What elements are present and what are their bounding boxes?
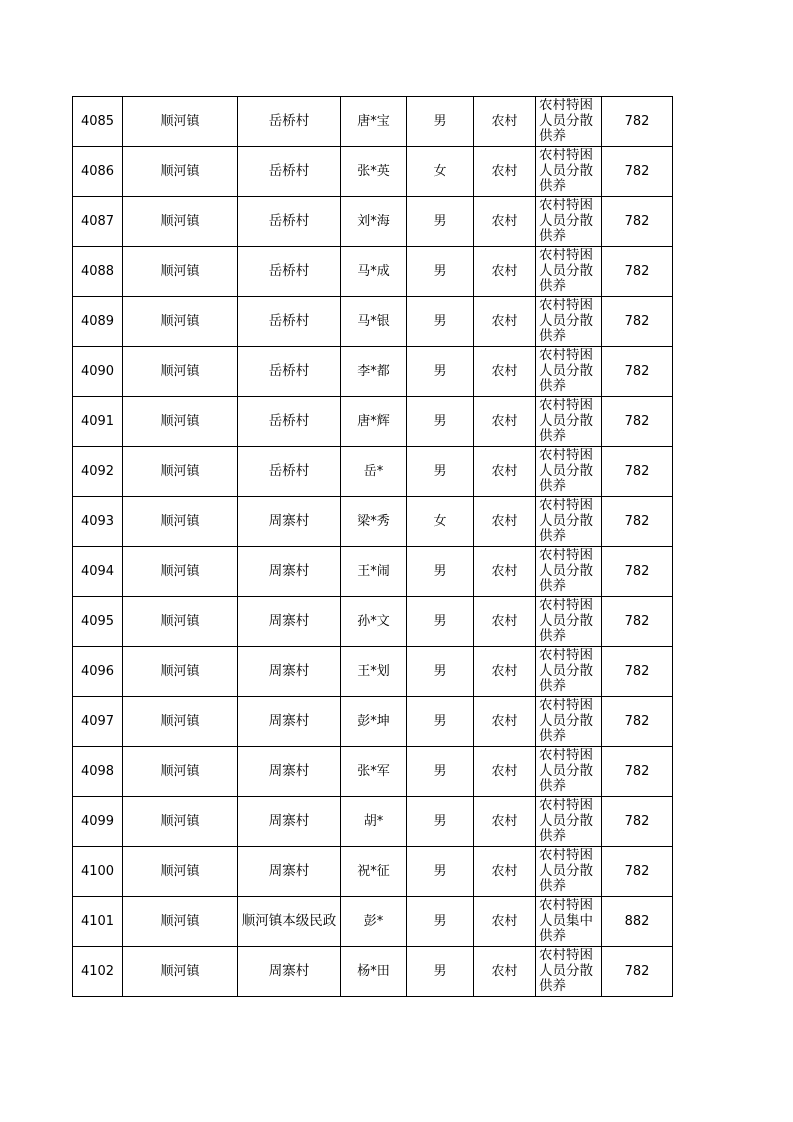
cell-area: 农村 xyxy=(474,297,536,347)
table-row xyxy=(73,647,673,697)
cell-village xyxy=(238,647,341,697)
cell-id: 4100 xyxy=(73,847,123,897)
cell-gender: 男 xyxy=(407,747,474,797)
cell-area: 农村 xyxy=(474,497,536,547)
cell-category xyxy=(536,497,602,547)
cell-category-text: 农村特困人员分散供养 xyxy=(539,248,593,294)
cell-category-text: 农村特困人员分散供养 xyxy=(539,448,593,494)
cell-town: 顺河镇 xyxy=(123,297,238,347)
cell-village-text: 周寨村 xyxy=(268,513,310,529)
cell-town: 顺河镇 xyxy=(123,397,238,447)
cell-category xyxy=(536,547,602,597)
cell-id: 4085 xyxy=(73,97,123,147)
cell-village-text: 岳桥村 xyxy=(268,413,310,429)
cell-category xyxy=(536,597,602,647)
cell-category-text: 农村特困人员分散供养 xyxy=(539,798,593,844)
cell-name: 马*银 xyxy=(341,297,407,347)
cell-area: 农村 xyxy=(474,347,536,397)
cell-id: 4092 xyxy=(73,447,123,497)
cell-id: 4098 xyxy=(73,747,123,797)
cell-id: 4091 xyxy=(73,397,123,447)
cell-id: 4086 xyxy=(73,147,123,197)
cell-name: 马*成 xyxy=(341,247,407,297)
table-row xyxy=(73,747,673,797)
cell-village-text: 岳桥村 xyxy=(268,313,310,329)
cell-village-text: 周寨村 xyxy=(268,963,310,979)
cell-amount: 782 xyxy=(602,197,673,247)
cell-amount: 782 xyxy=(602,97,673,147)
cell-town: 顺河镇 xyxy=(123,597,238,647)
table-row xyxy=(73,297,673,347)
cell-category-text: 农村特困人员分散供养 xyxy=(539,498,593,544)
cell-name: 刘*海 xyxy=(341,197,407,247)
cell-name: 彭* xyxy=(341,897,407,947)
cell-village xyxy=(238,547,341,597)
cell-village xyxy=(238,147,341,197)
cell-village-text: 岳桥村 xyxy=(268,463,310,479)
cell-village-text: 周寨村 xyxy=(268,663,310,679)
cell-category-text: 农村特困人员分散供养 xyxy=(539,348,593,394)
cell-category-text: 农村特困人员分散供养 xyxy=(539,748,593,794)
table-row xyxy=(73,397,673,447)
cell-amount: 782 xyxy=(602,947,673,997)
cell-area: 农村 xyxy=(474,747,536,797)
cell-id: 4090 xyxy=(73,347,123,397)
cell-category xyxy=(536,297,602,347)
cell-amount: 782 xyxy=(602,347,673,397)
cell-category-text: 农村特困人员集中供养 xyxy=(539,898,593,944)
cell-town: 顺河镇 xyxy=(123,497,238,547)
cell-name: 杨*田 xyxy=(341,947,407,997)
cell-gender: 女 xyxy=(407,147,474,197)
cell-village xyxy=(238,297,341,347)
cell-town: 顺河镇 xyxy=(123,147,238,197)
cell-id: 4087 xyxy=(73,197,123,247)
cell-category xyxy=(536,847,602,897)
cell-category-text: 农村特困人员分散供养 xyxy=(539,948,593,994)
cell-name: 彭*坤 xyxy=(341,697,407,747)
table-row xyxy=(73,247,673,297)
cell-town: 顺河镇 xyxy=(123,897,238,947)
cell-village xyxy=(238,797,341,847)
cell-village xyxy=(238,947,341,997)
table-row xyxy=(73,447,673,497)
cell-gender: 男 xyxy=(407,97,474,147)
cell-gender: 男 xyxy=(407,847,474,897)
table-row xyxy=(73,147,673,197)
cell-village xyxy=(238,847,341,897)
cell-town: 顺河镇 xyxy=(123,197,238,247)
cell-category xyxy=(536,97,602,147)
cell-village-text: 岳桥村 xyxy=(268,363,310,379)
cell-area: 农村 xyxy=(474,597,536,647)
cell-category-text: 农村特困人员分散供养 xyxy=(539,398,593,444)
cell-area: 农村 xyxy=(474,197,536,247)
cell-category-text: 农村特困人员分散供养 xyxy=(539,298,593,344)
cell-village-text: 岳桥村 xyxy=(268,263,310,279)
cell-village xyxy=(238,497,341,547)
cell-category-text: 农村特困人员分散供养 xyxy=(539,198,593,244)
cell-gender: 男 xyxy=(407,197,474,247)
cell-village-text: 周寨村 xyxy=(268,613,310,629)
cell-id: 4101 xyxy=(73,897,123,947)
cell-gender: 男 xyxy=(407,897,474,947)
cell-amount: 782 xyxy=(602,847,673,897)
cell-village-text: 周寨村 xyxy=(268,713,310,729)
cell-town: 顺河镇 xyxy=(123,447,238,497)
cell-village xyxy=(238,597,341,647)
cell-area: 农村 xyxy=(474,847,536,897)
table-row xyxy=(73,197,673,247)
cell-village-text: 顺河镇本级民政 xyxy=(241,913,337,929)
cell-amount: 782 xyxy=(602,297,673,347)
cell-gender: 男 xyxy=(407,447,474,497)
cell-area: 农村 xyxy=(474,447,536,497)
cell-name: 李*都 xyxy=(341,347,407,397)
cell-area: 农村 xyxy=(474,897,536,947)
cell-town: 顺河镇 xyxy=(123,647,238,697)
cell-category xyxy=(536,747,602,797)
cell-village xyxy=(238,197,341,247)
cell-town: 顺河镇 xyxy=(123,747,238,797)
table-row xyxy=(73,797,673,847)
cell-id: 4095 xyxy=(73,597,123,647)
cell-town: 顺河镇 xyxy=(123,847,238,897)
cell-category xyxy=(536,347,602,397)
cell-name: 张*军 xyxy=(341,747,407,797)
cell-village xyxy=(238,897,341,947)
cell-name: 孙*文 xyxy=(341,597,407,647)
cell-village-text: 周寨村 xyxy=(268,563,310,579)
cell-area: 农村 xyxy=(474,397,536,447)
cell-area: 农村 xyxy=(474,547,536,597)
cell-category-text: 农村特困人员分散供养 xyxy=(539,648,593,694)
cell-amount: 782 xyxy=(602,397,673,447)
cell-category-text: 农村特困人员分散供养 xyxy=(539,848,593,894)
cell-amount: 782 xyxy=(602,747,673,797)
cell-area: 农村 xyxy=(474,697,536,747)
cell-amount: 782 xyxy=(602,547,673,597)
cell-name: 唐*宝 xyxy=(341,97,407,147)
cell-category-text: 农村特困人员分散供养 xyxy=(539,98,593,144)
cell-area: 农村 xyxy=(474,97,536,147)
cell-area: 农村 xyxy=(474,947,536,997)
table-row xyxy=(73,347,673,397)
cell-category xyxy=(536,147,602,197)
cell-village xyxy=(238,697,341,747)
cell-town: 顺河镇 xyxy=(123,247,238,297)
cell-amount: 782 xyxy=(602,597,673,647)
cell-category xyxy=(536,897,602,947)
table-row xyxy=(73,97,673,147)
cell-area: 农村 xyxy=(474,647,536,697)
cell-category-text: 农村特困人员分散供养 xyxy=(539,598,593,644)
cell-category xyxy=(536,647,602,697)
cell-id: 4097 xyxy=(73,697,123,747)
cell-village-text: 岳桥村 xyxy=(268,163,310,179)
cell-gender: 男 xyxy=(407,597,474,647)
cell-area: 农村 xyxy=(474,147,536,197)
cell-village xyxy=(238,397,341,447)
cell-name: 梁*秀 xyxy=(341,497,407,547)
cell-gender: 男 xyxy=(407,797,474,847)
cell-category-text: 农村特困人员分散供养 xyxy=(539,698,593,744)
cell-id: 4089 xyxy=(73,297,123,347)
cell-id: 4088 xyxy=(73,247,123,297)
cell-id: 4093 xyxy=(73,497,123,547)
cell-gender: 男 xyxy=(407,297,474,347)
cell-village xyxy=(238,247,341,297)
cell-amount: 782 xyxy=(602,697,673,747)
cell-village-text: 岳桥村 xyxy=(268,213,310,229)
cell-category-text: 农村特困人员分散供养 xyxy=(539,548,593,594)
cell-name: 王*闹 xyxy=(341,547,407,597)
cell-area: 农村 xyxy=(474,797,536,847)
table-row xyxy=(73,897,673,947)
cell-name: 王*划 xyxy=(341,647,407,697)
cell-gender: 男 xyxy=(407,547,474,597)
cell-name: 唐*辉 xyxy=(341,397,407,447)
cell-category xyxy=(536,397,602,447)
cell-village-text: 岳桥村 xyxy=(268,113,310,129)
cell-id: 4096 xyxy=(73,647,123,697)
table-row xyxy=(73,847,673,897)
cell-town: 顺河镇 xyxy=(123,547,238,597)
cell-id: 4094 xyxy=(73,547,123,597)
cell-town: 顺河镇 xyxy=(123,697,238,747)
cell-village xyxy=(238,347,341,397)
cell-village-text: 周寨村 xyxy=(268,813,310,829)
cell-name: 岳* xyxy=(341,447,407,497)
table-row xyxy=(73,597,673,647)
cell-amount: 782 xyxy=(602,797,673,847)
cell-gender: 男 xyxy=(407,247,474,297)
cell-amount: 782 xyxy=(602,497,673,547)
cell-village xyxy=(238,97,341,147)
cell-category xyxy=(536,447,602,497)
table-row xyxy=(73,497,673,547)
table-body xyxy=(73,97,673,997)
cell-name: 胡* xyxy=(341,797,407,847)
cell-village-text: 周寨村 xyxy=(268,863,310,879)
cell-id: 4102 xyxy=(73,947,123,997)
cell-village xyxy=(238,747,341,797)
cell-amount: 782 xyxy=(602,447,673,497)
cell-name: 张*英 xyxy=(341,147,407,197)
cell-gender: 男 xyxy=(407,697,474,747)
cell-amount: 782 xyxy=(602,247,673,297)
cell-amount: 782 xyxy=(602,147,673,197)
cell-gender: 男 xyxy=(407,647,474,697)
cell-town: 顺河镇 xyxy=(123,947,238,997)
cell-gender: 女 xyxy=(407,497,474,547)
cell-category xyxy=(536,697,602,747)
cell-id: 4099 xyxy=(73,797,123,847)
table-row xyxy=(73,697,673,747)
cell-amount: 882 xyxy=(602,897,673,947)
cell-category xyxy=(536,197,602,247)
cell-gender: 男 xyxy=(407,347,474,397)
cell-name: 祝*征 xyxy=(341,847,407,897)
cell-town: 顺河镇 xyxy=(123,97,238,147)
cell-town: 顺河镇 xyxy=(123,797,238,847)
cell-category xyxy=(536,797,602,847)
cell-village-text: 周寨村 xyxy=(268,763,310,779)
cell-area: 农村 xyxy=(474,247,536,297)
cell-gender: 男 xyxy=(407,947,474,997)
cell-town: 顺河镇 xyxy=(123,347,238,397)
relief-recipients-table xyxy=(72,96,673,997)
cell-gender: 男 xyxy=(407,397,474,447)
cell-amount: 782 xyxy=(602,647,673,697)
cell-village xyxy=(238,447,341,497)
cell-category xyxy=(536,947,602,997)
table-row xyxy=(73,547,673,597)
table-row xyxy=(73,947,673,997)
cell-category-text: 农村特困人员分散供养 xyxy=(539,148,593,194)
cell-category xyxy=(536,247,602,297)
